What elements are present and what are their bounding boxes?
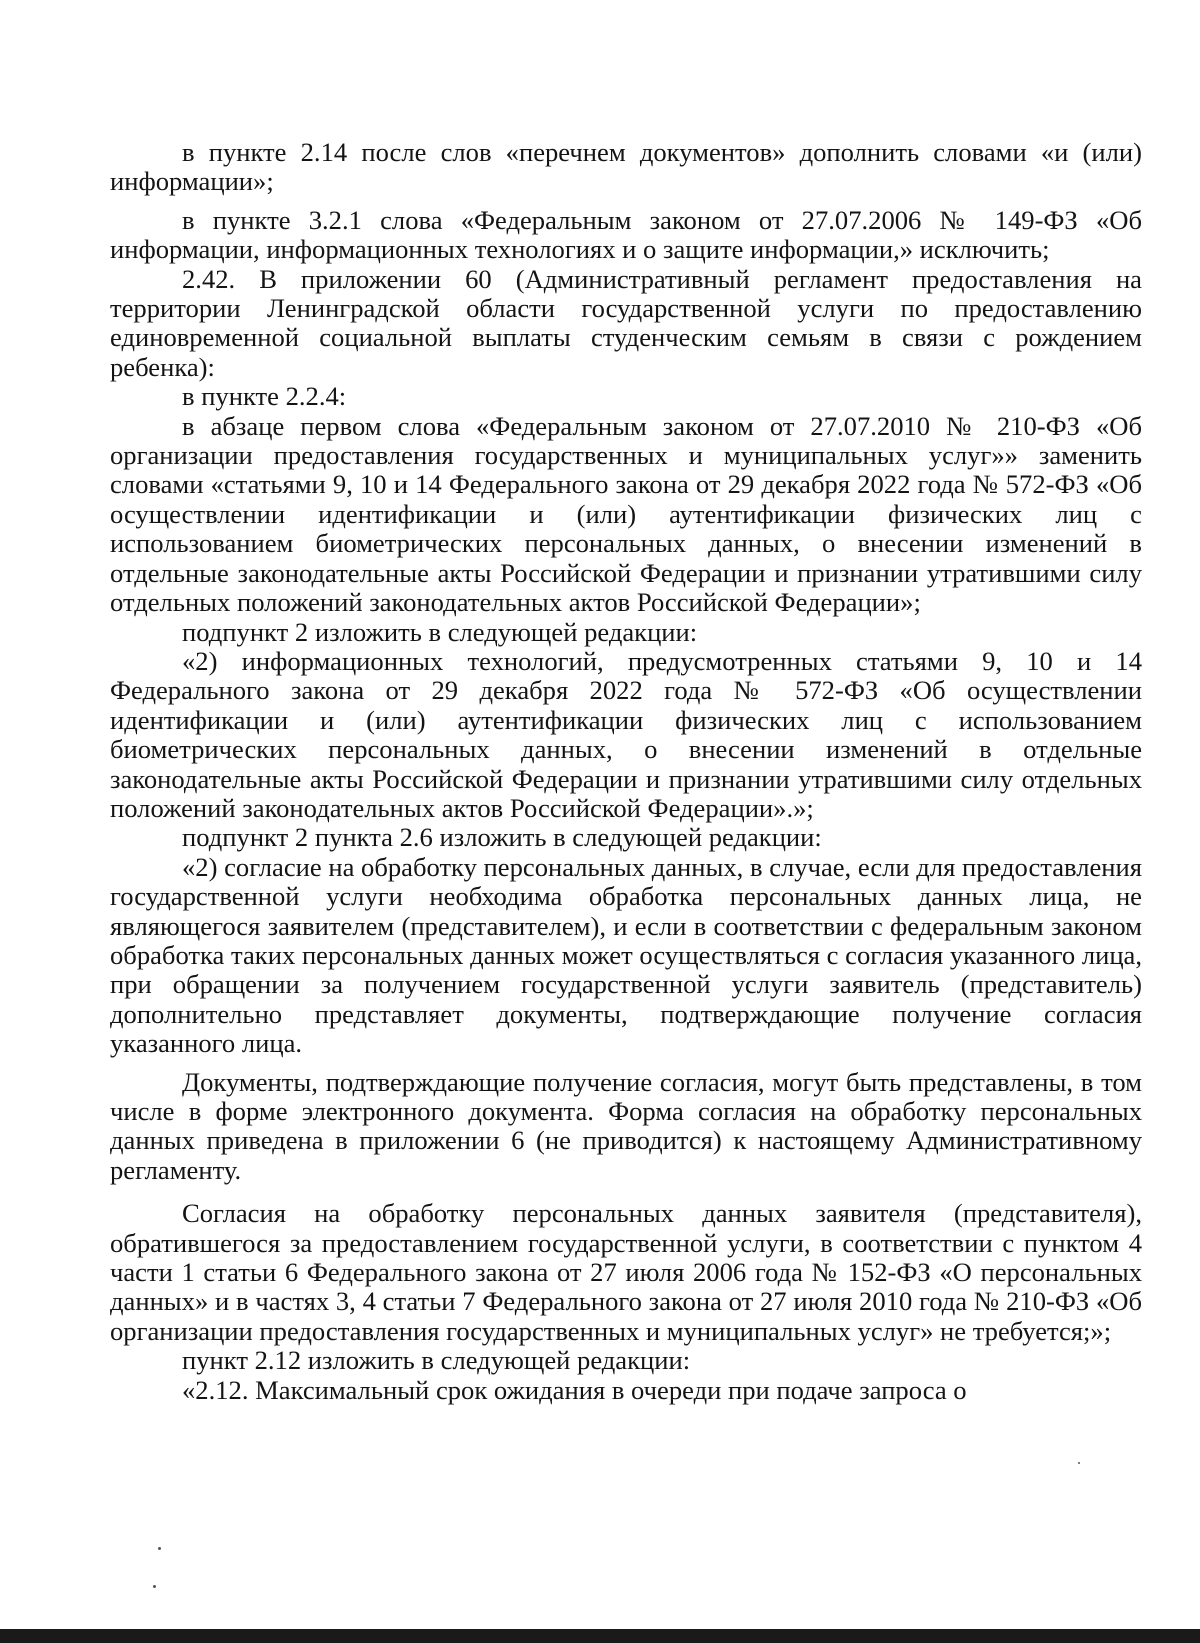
paragraph: пункт 2.12 изложить в следующей редакции: — [182, 1345, 691, 1376]
paragraph: Согласия на обработку персональных данных заявителя (представителя), обратившегося за предоставлением государственной услуги, в соответствии с пунктом 4 части 1 статьи 6 Федерального закона от 27 июля 2006 года № 152-ФЗ «О персональных данных» и в частях 3, 4 статьи 7 Федерального закона от 27 июля 2010 года № 210-ФЗ «Об организации предоставления государственных и муниципальных услуг» не требуется;»; — [110, 1198, 1142, 1346]
paragraph: подпункт 2 пункта 2.6 изложить в следующей редакции: — [182, 822, 822, 853]
paragraph: в пункте 3.2.1 слова «Федеральным законом от 27.07.2006 № 149-ФЗ «Об информации, информационных технологиях и о защите информации,» исключить; — [110, 204, 1142, 265]
paragraph: в абзаце первом слова «Федеральным законом от 27.07.2010 № 210-ФЗ «Об организации предоставления государственных и муниципальных услуг»» заменить словами «статьями 9, 10 и 14 Федерального закона от 29 декабря 2022 года № 572-ФЗ «Об осуществлении идентификации и (или) аутентификации физических лиц с использованием биометрических персональных данных, о внесении изменений в отдельные законодательные акты Российской Федерации и признании утратившими силу отдельных положений законодательных актов Российской Федерации»; — [110, 410, 1142, 618]
paragraph: в пункте 2.14 после слов «перечнем документов» дополнить словами «и (или) информации»; — [110, 137, 1142, 197]
scan-bottom-edge — [0, 1629, 1200, 1643]
paragraph: «2) согласие на обработку персональных данных, в случае, если для предоставления государственной услуги необходима обработка персональных данных лица, не являющегося заявителем (представителем), и если в соответствии с федеральным законом обработка таких персональных данных может осуществляться с согласия указанного лица, при обращении за получением государственной услуги заявитель (представитель) дополнительно представляет документы, подтверждающие получение согласия указанного лица. — [110, 851, 1142, 1059]
paragraph: «2) информационных технологий, предусмотренных статьями 9, 10 и 14 Федерального закона от 29 декабря 2022 года № 572-ФЗ «Об осуществлении идентификации и (или) аутентификации физических лиц с использованием биометрических персональных данных, о внесении изменений в отдельные законодательные акты Российской Федерации и признании утратившими силу отдельных положений законодательных актов Российской Федерации».»; — [110, 645, 1142, 823]
paragraph: Документы, подтверждающие получение согласия, могут быть представлены, в том числе в форме электронного документа. Форма согласия на обработку персональных данных приведена в приложении 6 (не приводится) к настоящему Административному регламенту. — [110, 1066, 1142, 1185]
document-body — [110, 138, 1142, 1405]
paragraph: в пункте 2.2.4: — [182, 381, 347, 412]
scan-speck — [1078, 1462, 1080, 1464]
paragraph: подпункт 2 изложить в следующей редакции: — [182, 616, 698, 647]
scan-speck — [158, 1547, 161, 1550]
paragraph: «2.12. Максимальный срок ожидания в очереди при подаче запроса о — [182, 1374, 967, 1405]
scan-speck — [153, 1585, 156, 1588]
paragraph: 2.42. В приложении 60 (Административный регламент предоставления на территории Ленинградской области государственной услуги по предоставлению единовременной социальной выплаты студенческим семьям в связи с рождением ребенка): — [110, 263, 1142, 382]
